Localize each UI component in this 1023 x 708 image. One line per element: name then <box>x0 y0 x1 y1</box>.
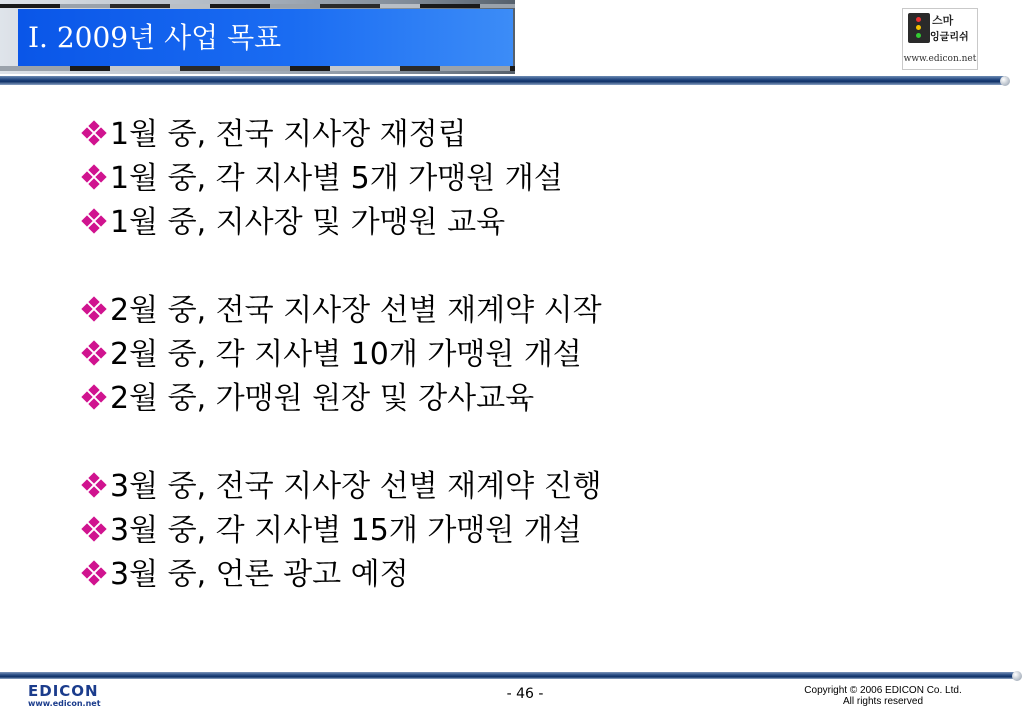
list-item <box>80 510 582 552</box>
header-divider-knob <box>1000 76 1010 86</box>
list-item <box>80 334 582 376</box>
copyright <box>770 685 996 707</box>
list-item-text: 1월 중, 각 지사별 5개 가맹원 개설 <box>110 161 563 196</box>
diamond-cluster-icon <box>80 207 108 235</box>
diamond-cluster-icon <box>80 119 108 147</box>
logo-mid-text: 잉글리쉬 <box>930 32 969 43</box>
diamond-cluster-icon <box>80 515 108 543</box>
diamond-cluster-icon <box>80 471 108 499</box>
list-item-text: 2월 중, 가맹원 원장 및 강사교육 <box>110 381 535 416</box>
list-item-text: 3월 중, 언론 광고 예정 <box>110 557 409 592</box>
footer-brand-url: www.edicon.net <box>28 699 101 708</box>
list-item <box>80 114 467 156</box>
diamond-cluster-icon <box>80 383 108 411</box>
page-title: I. 2009년 사업 목표 <box>28 21 282 54</box>
list-item <box>80 378 534 420</box>
header-divider <box>0 76 1006 85</box>
title-stripe-bottom <box>0 66 515 71</box>
traffic-light-icon <box>908 13 930 43</box>
diamond-cluster-icon <box>80 559 108 587</box>
footer-divider-knob <box>1012 671 1022 681</box>
list-item <box>80 158 563 200</box>
list-item-text: 1월 중, 전국 지사장 재정립 <box>110 117 467 152</box>
list-item <box>80 554 409 596</box>
page-number: - 46 - <box>506 686 544 702</box>
copyright-line-1: Copyright © 2006 EDICON Co. Ltd. <box>804 685 962 696</box>
copyright-line-2: All rights reserved <box>842 696 924 707</box>
footer-brand: EDICON <box>28 682 99 700</box>
logo-url: www.edicon.net <box>903 54 977 64</box>
logo-top-text: 스마 <box>932 14 954 27</box>
list-item-text: 3월 중, 각 지사별 15개 가맹원 개설 <box>110 513 582 548</box>
title-stripe-top <box>0 4 515 8</box>
diamond-cluster-icon <box>80 295 108 323</box>
list-item-text: 2월 중, 각 지사별 10개 가맹원 개설 <box>110 337 582 372</box>
brand-logo <box>902 8 978 70</box>
diamond-cluster-icon <box>80 339 108 367</box>
diamond-cluster-icon <box>80 163 108 191</box>
footer-brand-logo <box>28 684 128 708</box>
list-item <box>80 466 602 508</box>
list-item <box>80 290 602 332</box>
list-item <box>80 202 505 244</box>
list-item-text: 3월 중, 전국 지사장 선별 재계약 진행 <box>110 469 602 504</box>
list-item-text: 1월 중, 지사장 및 가맹원 교육 <box>110 205 506 240</box>
footer-divider <box>0 672 1016 679</box>
list-item-text: 2월 중, 전국 지사장 선별 재계약 시작 <box>110 293 602 328</box>
